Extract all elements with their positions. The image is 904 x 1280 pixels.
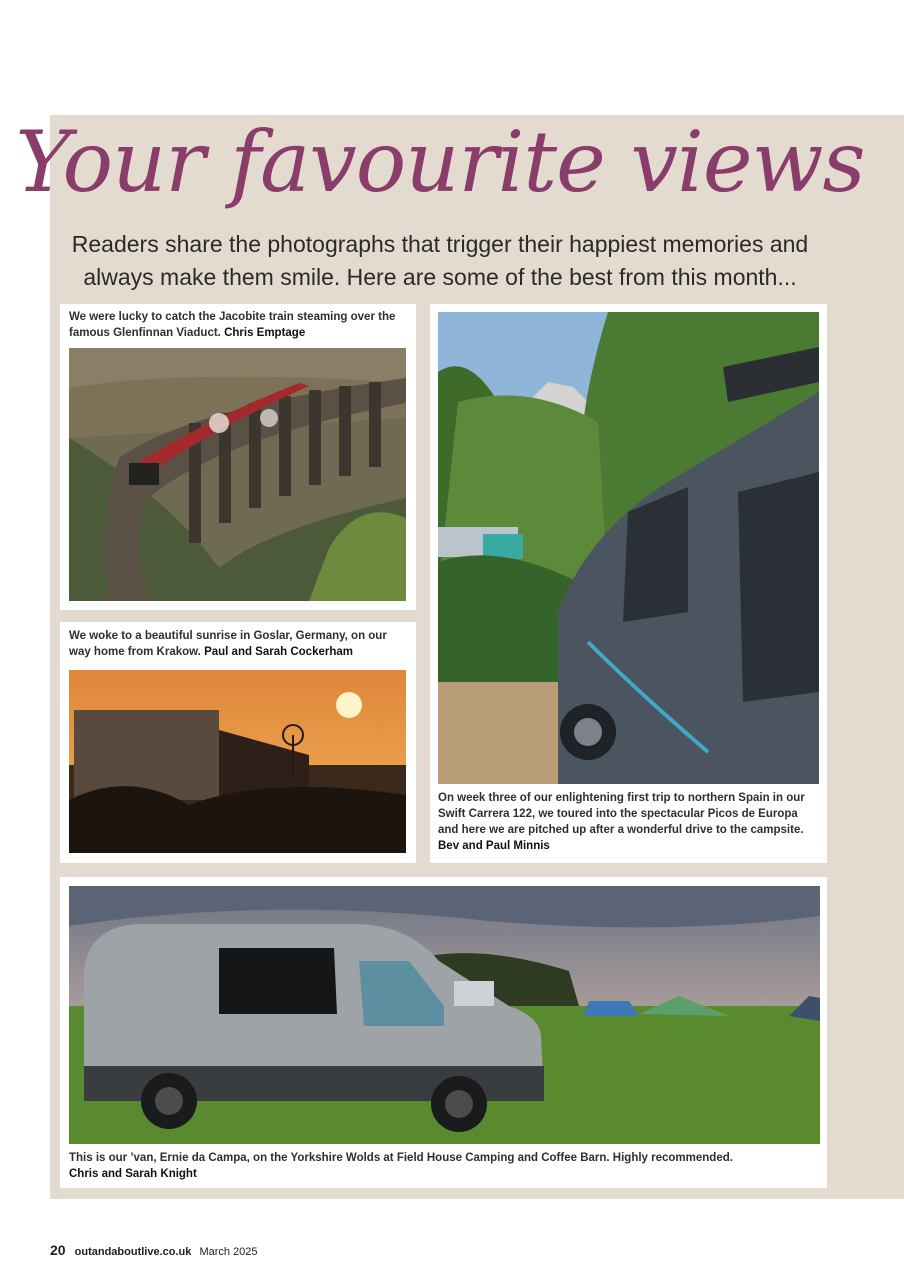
picos-photo xyxy=(438,312,819,784)
photo-card-sunrise xyxy=(60,622,416,863)
caption-text: We were lucky to catch the Jacobite train steaming over the famous Glenfinnan Viaduct. xyxy=(69,311,396,339)
page-number: 20 xyxy=(50,1242,66,1258)
photo-card-yorkshire xyxy=(60,877,827,1188)
caption-text: This is our ’van, Ernie da Campa, on the Yorkshire Wolds at Field House Camping and Coffee Barn. Highly recommended. xyxy=(69,1152,733,1164)
caption-credit: Bev and Paul Minnis xyxy=(438,840,550,852)
page-subtitle: Readers share the photographs that trigger their happiest memories and always make them smile. Here are some of the best from this month... xyxy=(71,231,809,290)
caption-text: On week three of our enlightening first trip to northern Spain in our Swift Carrera 122, we toured into the spectacular Picos de Europa and here we are pitched up after a wonderful drive to the campsite. xyxy=(438,792,805,836)
caption-credit: Paul and Sarah Cockerham xyxy=(204,646,353,658)
photo-card-viaduct xyxy=(60,304,416,610)
photo-card-picos xyxy=(430,304,827,863)
photo-caption xyxy=(438,790,820,854)
page-footer xyxy=(50,1242,258,1258)
caption-text: We woke to a beautiful sunrise in Goslar, Germany, on our way home from Krakow. xyxy=(69,630,387,658)
photo-caption xyxy=(69,309,409,341)
issue-date: March 2025 xyxy=(199,1246,258,1258)
viaduct-photo xyxy=(69,348,406,601)
website-link[interactable]: outandaboutlive.co.uk xyxy=(74,1246,192,1258)
caption-credit: Chris Emptage xyxy=(224,327,306,339)
caption-credit: Chris and Sarah Knight xyxy=(69,1168,197,1180)
photo-caption xyxy=(69,1150,809,1182)
photo-caption xyxy=(69,628,409,660)
yorkshire-photo xyxy=(69,886,820,1144)
sunrise-photo xyxy=(69,670,406,853)
page-title: Your favourite views xyxy=(15,113,865,211)
